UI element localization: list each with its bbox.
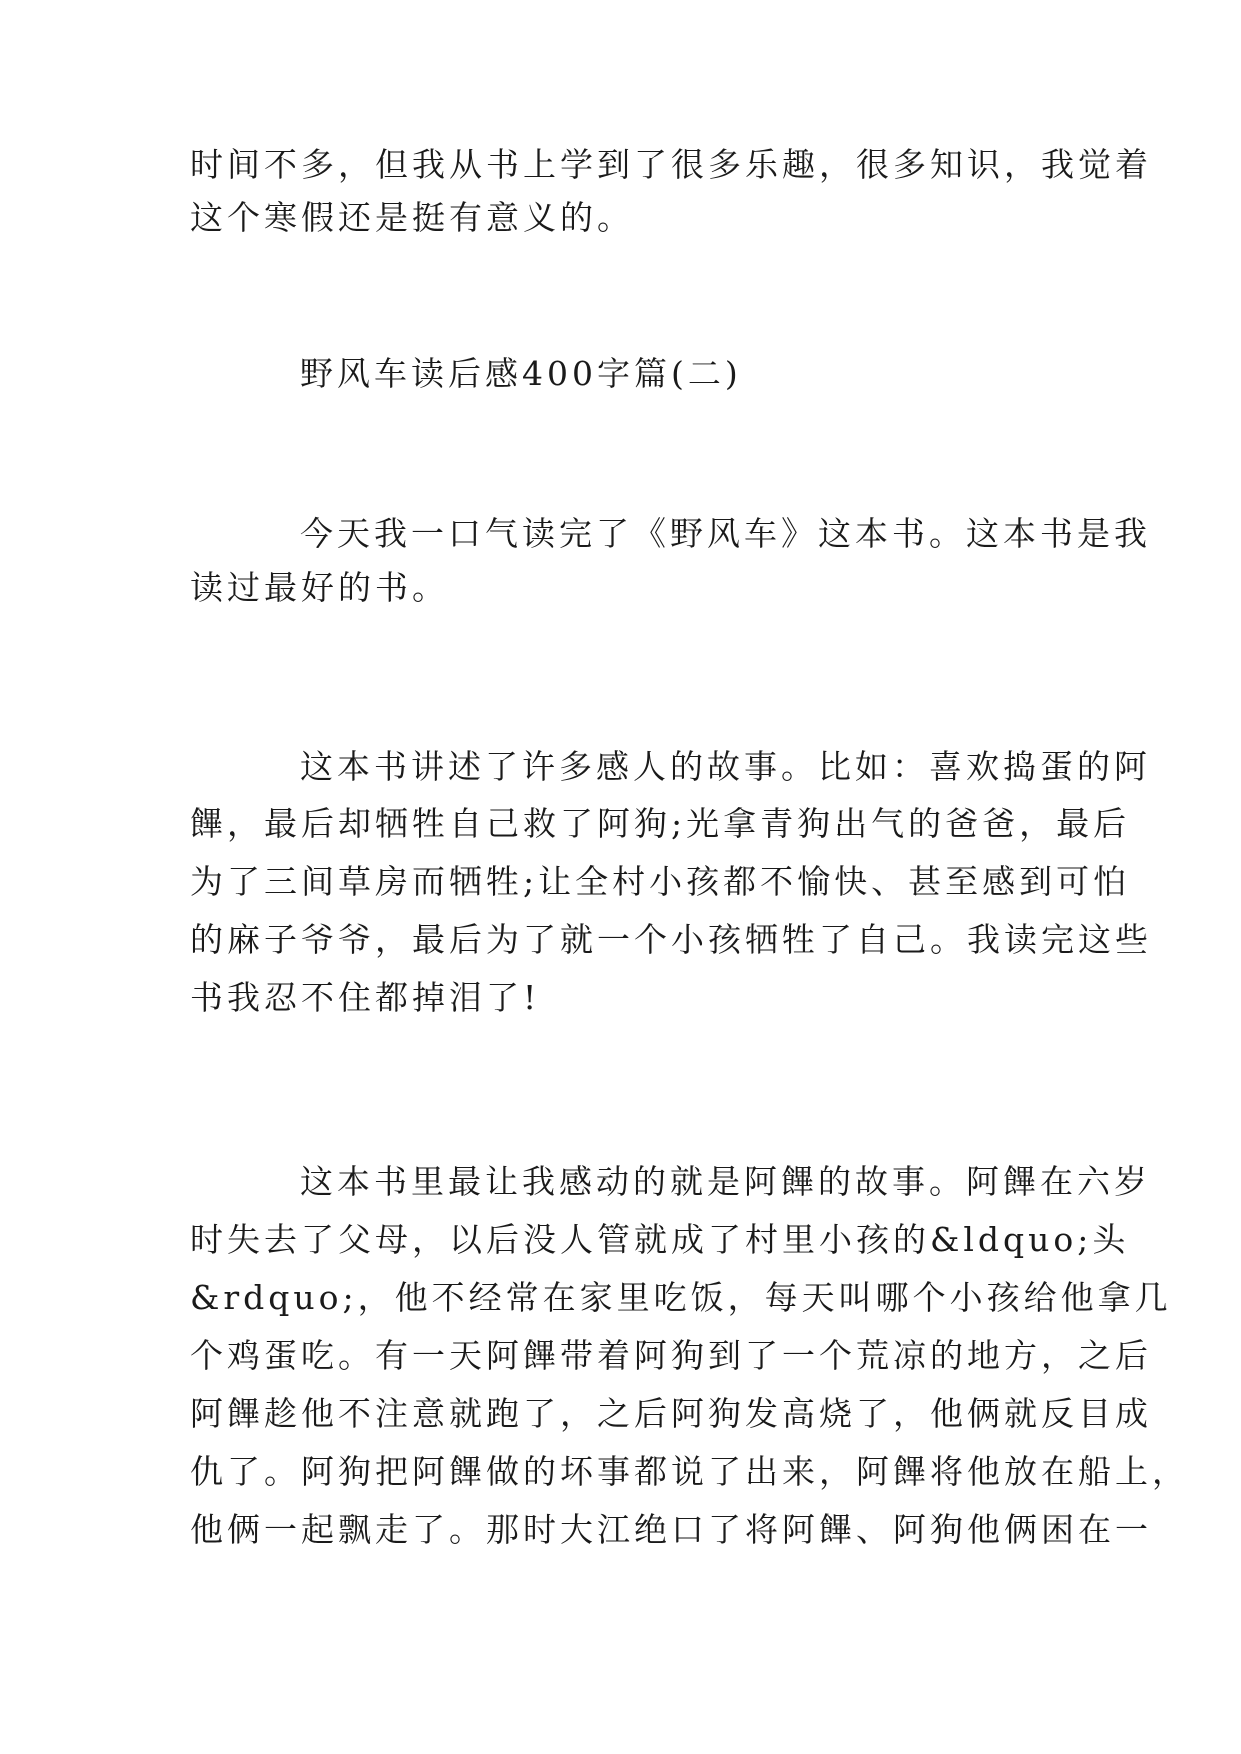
paragraph-3-line-4: 的麻子爷爷，最后为了就一个小孩牺牲了自己。我读完这些 <box>190 920 1152 959</box>
paragraph-4-line-7: 他俩一起飘走了。那时大江绝口了将阿饆、阿狗他俩困在一 <box>190 1510 1152 1549</box>
paragraph-1-line-2: 这个寒假还是挺有意义的。 <box>190 198 634 237</box>
paragraph-4-line-1: 这本书里最让我感动的就是阿饆的故事。阿饆在六岁 <box>300 1162 1151 1201</box>
paragraph-3-line-5: 书我忍不住都掉泪了! <box>190 978 541 1017</box>
paragraph-3-line-3: 为了三间草房而牺牲;让全村小孩都不愉快、甚至感到可怕 <box>190 862 1131 901</box>
paragraph-1-line-1: 时间不多，但我从书上学到了很多乐趣，很多知识，我觉着 <box>190 145 1152 184</box>
paragraph-4-line-2: 时失去了父母，以后没人管就成了村里小孩的&ldquo;头 <box>190 1220 1130 1259</box>
paragraph-4-line-3: &rdquo;，他不经常在家里吃饭，每天叫哪个小孩给他拿几 <box>190 1278 1172 1317</box>
paragraph-4-line-6: 仇了。阿狗把阿饆做的坏事都说了出来，阿饆将他放在船上， <box>190 1452 1189 1491</box>
paragraph-3-line-2: 饆，最后却牺牲自己救了阿狗;光拿青狗出气的爸爸，最后 <box>190 804 1131 843</box>
paragraph-4-line-4: 个鸡蛋吃。有一天阿饆带着阿狗到了一个荒凉的地方，之后 <box>190 1336 1152 1375</box>
paragraph-2-line-1: 今天我一口气读完了《野风车》这本书。这本书是我 <box>300 514 1151 553</box>
paragraph-2-line-2: 读过最好的书。 <box>190 568 449 607</box>
paragraph-4-line-5: 阿饆趁他不注意就跑了，之后阿狗发高烧了，他俩就反目成 <box>190 1394 1152 1433</box>
section-heading: 野风车读后感400字篇(二) <box>300 354 742 393</box>
paragraph-3-line-1: 这本书讲述了许多感人的故事。比如：喜欢捣蛋的阿 <box>300 747 1151 786</box>
